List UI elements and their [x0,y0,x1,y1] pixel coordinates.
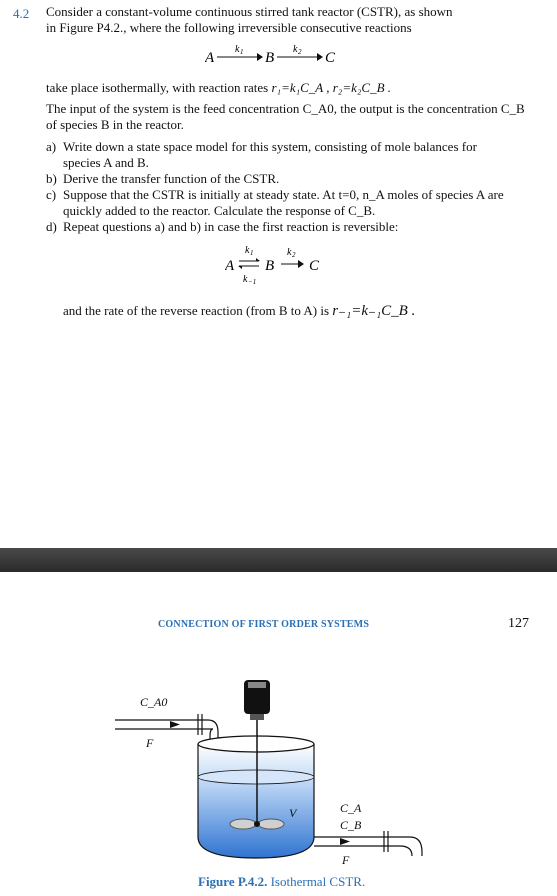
io-line-1: The input of the system is the feed concentration C_A0, the output is the concentration C_B [46,101,525,116]
cb-label: C_B [340,818,362,832]
outlet-flow-label: F [342,853,350,867]
svg-text:A: A [225,258,235,274]
reverse-text: and the rate of the reverse reaction (from B to A) is [63,303,330,318]
outlet-pipe [314,831,422,856]
svg-text:A: A [205,50,215,66]
io-paragraph [46,101,536,133]
question-line: Repeat questions a) and b) in case the first reaction is reversible: [63,219,399,234]
caption-bold: Figure P.4.2. [198,874,268,889]
svg-text:B: B [265,50,275,66]
question-list [46,139,536,235]
question-label: b) [46,171,57,186]
figure-caption [198,874,365,890]
reaction-1-equation [205,44,345,73]
reaction-2-svg [225,242,335,290]
volume-label: V [289,806,297,820]
svg-text:k: k [293,44,298,55]
svg-text:B: B [265,258,275,274]
running-header: CONNECTION OF FIRST ORDER SYSTEMS [158,619,370,630]
reaction-1-svg [205,44,345,68]
problem-intro [46,4,536,36]
rates-equation: r₁=k₁C_A , r₂=k₂C_B . [271,80,392,95]
problem-number: 4.2 [13,6,30,21]
svg-text:C: C [309,258,320,274]
svg-text:k: k [287,247,292,258]
feed-flow-label: F [146,736,154,750]
question-line: Derive the transfer function of the CSTR. [63,171,280,186]
rates-line [46,80,536,96]
question-line: quickly added to the reactor. Calculate the response of C_B. [63,203,376,218]
svg-text:2: 2 [298,48,302,56]
page-2 [0,572,557,896]
question-c [46,187,536,219]
svg-text:2: 2 [292,251,296,259]
tank [198,736,314,858]
svg-text:k: k [243,274,248,285]
question-label: c) [46,187,57,202]
reverse-equation: r₋₁=k₋₁C_B . [332,303,416,319]
question-line: Suppose that the CSTR is initially at steady state. At t=0, n_A moles of species A are [63,187,504,202]
question-a [46,139,536,171]
question-line: Write down a state space model for this system, consisting of mole balances for [63,139,477,154]
cstr-figure [0,612,557,872]
svg-text:k: k [245,245,250,256]
svg-text:1: 1 [240,48,244,56]
feed-concentration-label: C_A0 [140,695,168,709]
inlet-pipe [115,714,218,742]
svg-text:C: C [325,50,336,66]
io-line-2: of species B in the reactor. [46,117,184,132]
question-d [46,219,536,235]
page-number: 127 [508,616,529,631]
question-label: a) [46,139,57,154]
svg-text:1: 1 [250,249,254,257]
question-line: species A and B. [63,155,149,170]
rates-text: take place isothermally, with reaction rates [46,80,269,95]
intro-line-1: Consider a constant-volume continuous stirred tank reactor (CSTR), as shown [46,4,453,19]
reaction-2-equation [225,242,335,295]
ca-label: C_A [340,801,362,815]
question-label: d) [46,219,57,234]
svg-text:−1: −1 [248,278,257,286]
intro-line-2: in Figure P4.2., where the following irreversible consecutive reactions [46,20,412,35]
reverse-rate-line [63,303,553,319]
page-separator [0,548,557,572]
question-b [46,171,536,187]
svg-text:k: k [235,44,240,55]
caption-text: Isothermal CSTR. [270,874,366,889]
